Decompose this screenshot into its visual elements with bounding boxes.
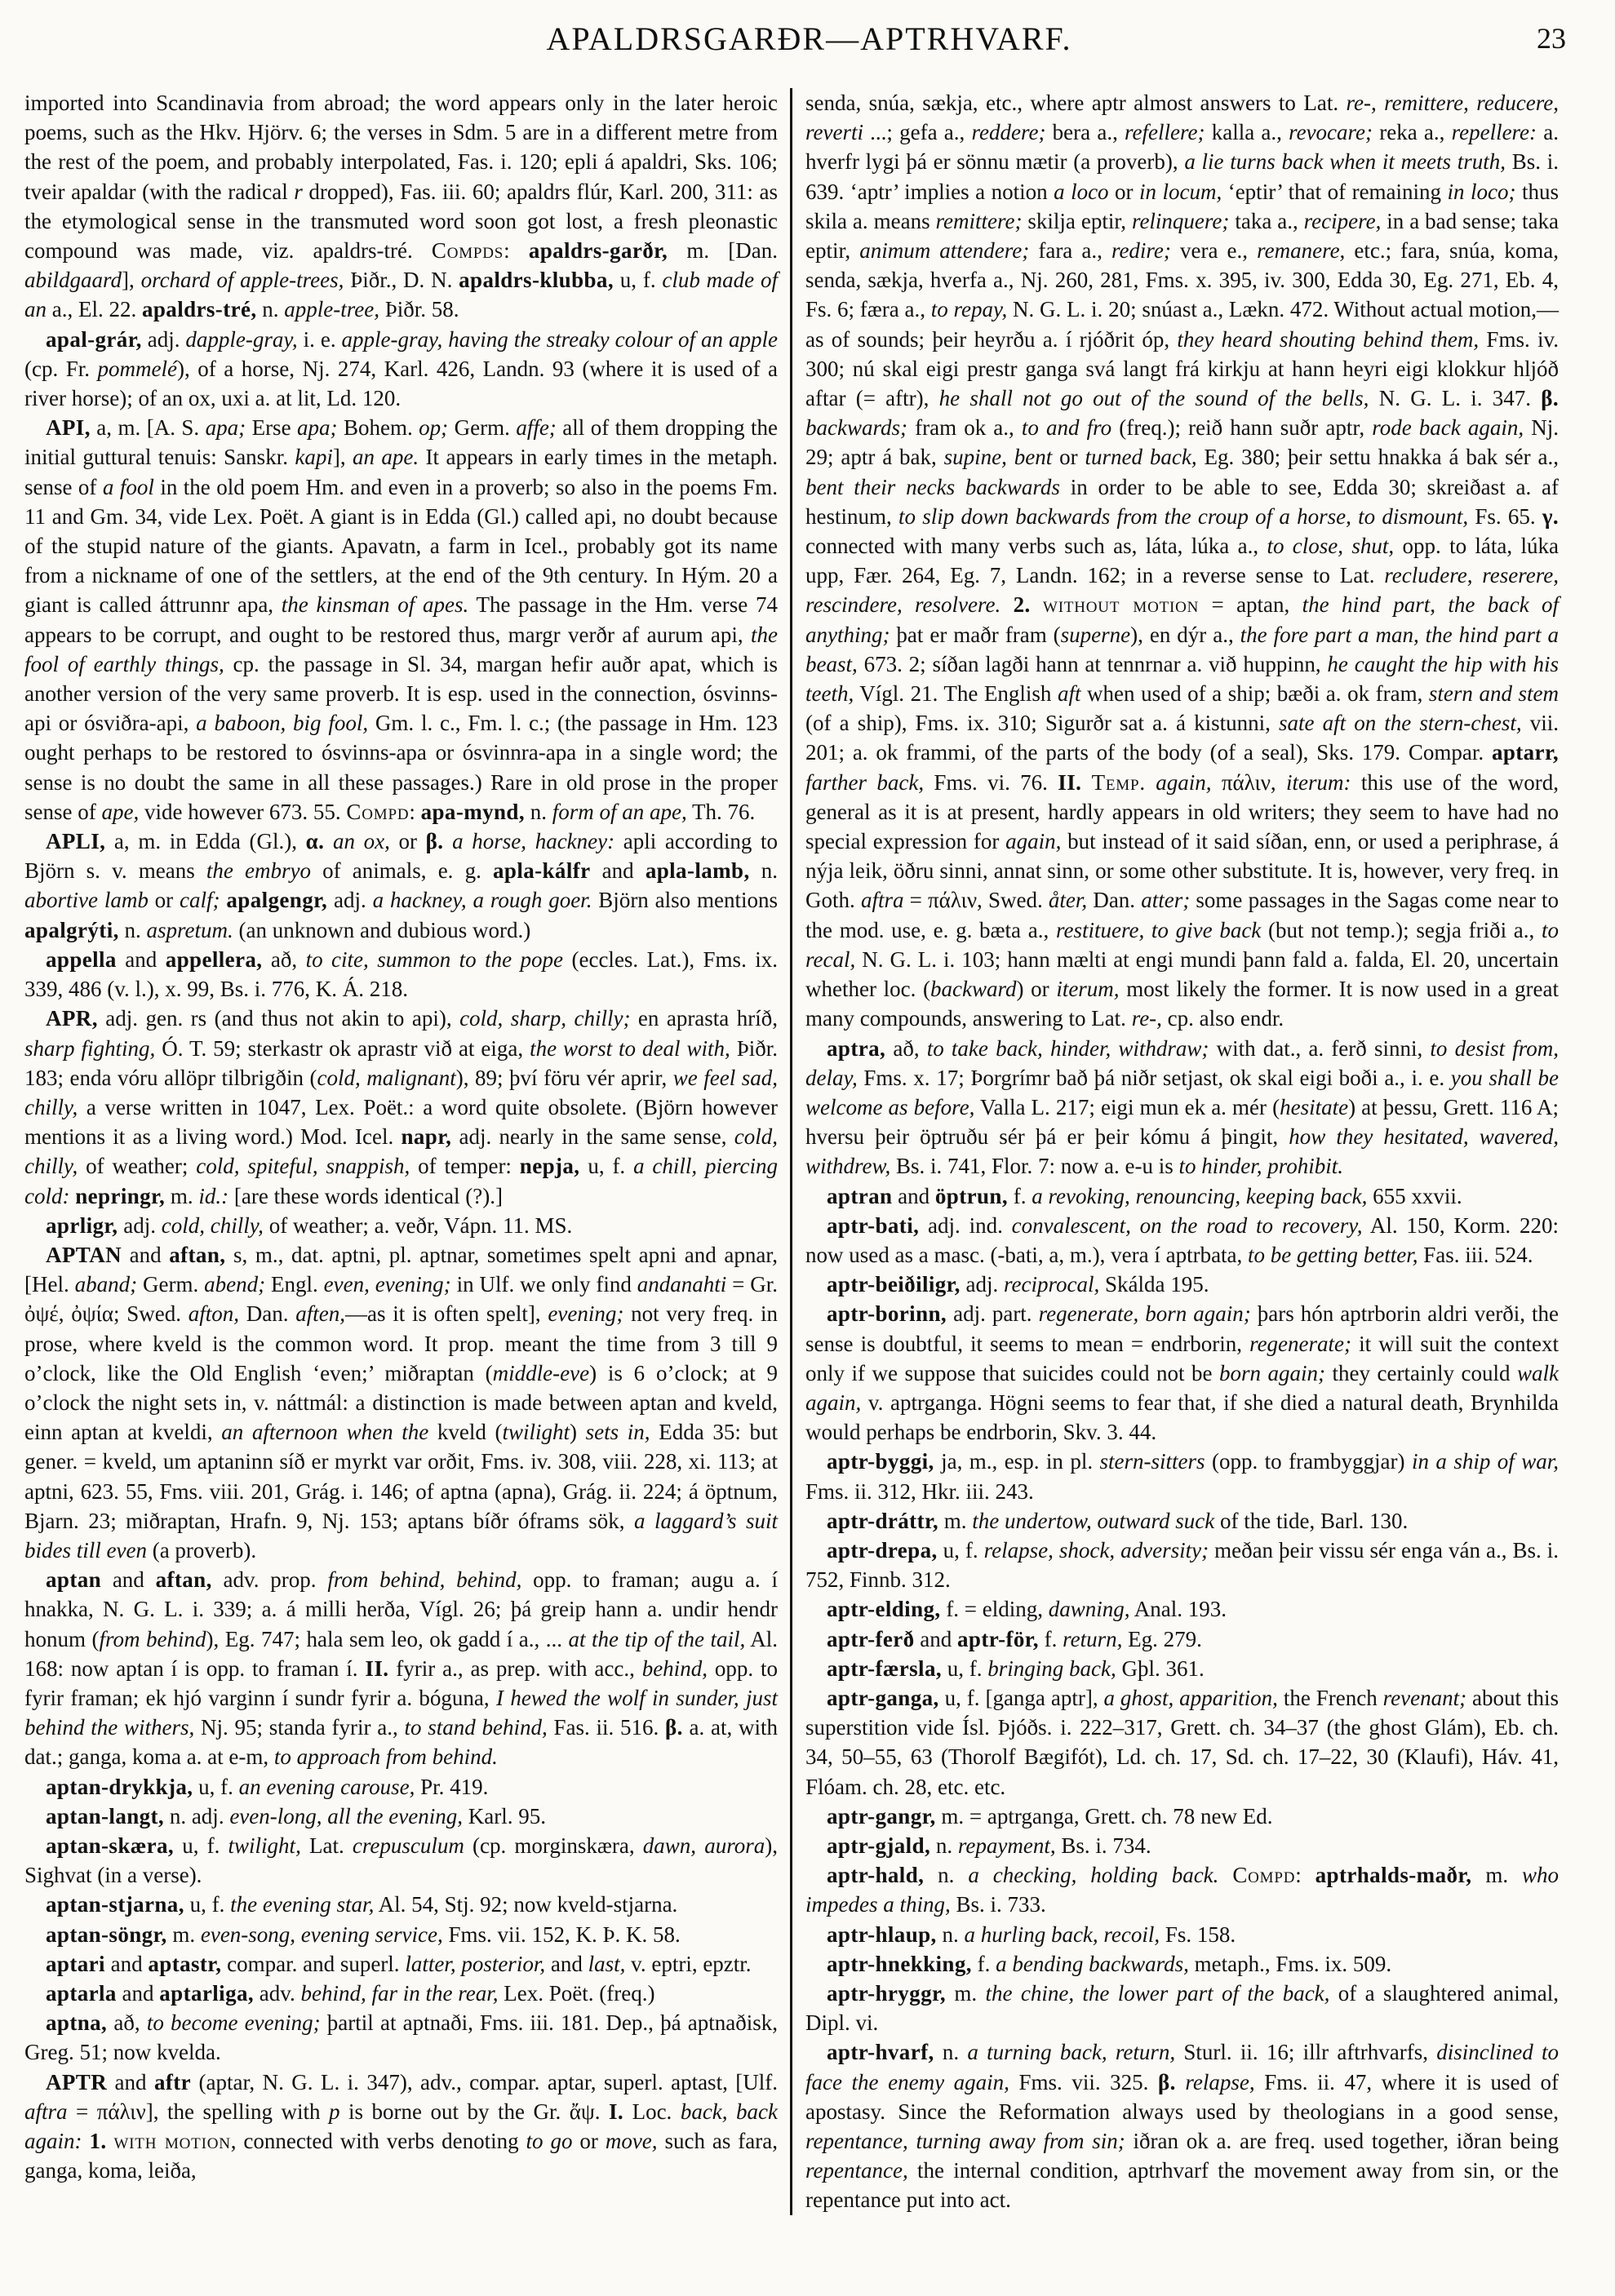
page-number: 23 — [1537, 22, 1566, 55]
dictionary-entry: aptr-byggi, ja, m., esp. in pl. stern-sitters (opp. to frambyggjar) in a ship of war, Fms. ii. 312, Hkr. iii. 243. — [805, 1449, 1559, 1504]
dictionary-entry: aptan-skæra, u, f. twilight, Lat. crepusculum (cp. morginskæra, dawn, aurora), Sighvat (in a verse). — [24, 1833, 778, 1888]
right-column — [805, 88, 1559, 2215]
dictionary-entry: aptan-söngr, m. even-song, evening service, Fms. vii. 152, K. Þ. K. 58. — [46, 1921, 681, 1947]
dictionary-entry: aptarla and aptarliga, adv. behind, far in the rear, Lex. Poët. (freq.) — [46, 1981, 655, 2006]
column-divider-rule — [790, 88, 792, 2215]
dictionary-entry: aptr-færsla, u, f. bringing back, Gþl. 361. — [827, 1656, 1205, 1681]
dictionary-entry: apal-grár, adj. dapple-gray, i. e. apple-gray, having the streaky colour of an apple (cp. Fr. pommelé), of a horse, Nj. 274, Karl. 426, Landn. 93 (where it is used of a river horse); of an ox, uxi a. at lit, Ld. 120. — [24, 326, 778, 411]
dictionary-entry: aptra, að, to take back, hinder, withdraw; with dat., a. ferð sinni, to desist from, delay, Fms. x. 17; Þorgrímr bað þá niðr setjast, ok skal eigi boði a., i. e. you shall be welcome as before, Valla L. 217; eigi mun ek a. mér (hesitate) at þessu, Grett. 116 A; hversu þeir öptruðu sér þá er þeir kómu á þingit, how they hesitated, wavered, withdrew, Bs. i. 741, Flor. 7: now a. e-u is to hinder, prohibit. — [805, 1035, 1560, 1179]
dictionary-entry: appella and appellera, að, to cite, summon to the pope (eccles. Lat.), Fms. ix. 339, 486 (v. l.), x. 99, Bs. i. 776, K. Á. 218. — [24, 946, 779, 1002]
dictionary-entry: aptr-hnekking, f. a bending backwards, metaph., Fms. ix. 509. — [827, 1951, 1392, 1976]
dictionary-entry: aptr-dráttr, m. the undertow, outward suck of the tide, Barl. 130. — [827, 1508, 1409, 1533]
dictionary-entry: aprligr, adj. cold, chilly, of weather; a. veðr, Vápn. 11. MS. — [46, 1212, 573, 1238]
dictionary-entry: aptr-hlaup, n. a hurling back, recoil, Fs. 158. — [827, 1921, 1236, 1947]
dictionary-entry: aptan-stjarna, u, f. the evening star, Al. 54, Stj. 92; now kveld-stjarna. — [46, 1892, 678, 1917]
left-column — [24, 88, 778, 2215]
dictionary-entry: aptr-hryggr, m. the chine, the lower part of the back, of a slaughtered animal, Dipl. vi. — [805, 1981, 1559, 2036]
dictionary-entry: aptr-drepa, u, f. relapse, shock, adversity; meðan þeir vissu sér enga ván a., Bs. i. 752, Finnb. 312. — [805, 1537, 1559, 1593]
dictionary-entry: aptr-borinn, adj. part. regenerate, born again; þars hón aptrborin aldri verði, the sense is doubtful, it seems to mean = endrborin, regenerate; it will suit the context only if we suppose that suicides could not be born again; they certainly could walk again, v. aptrganga. Högni seems to fear that, if she died a natural death, Brynhilda would perhaps be endrborin, Skv. 3. 44. — [805, 1301, 1560, 1445]
dictionary-entry: aptr-gjald, n. repayment, Bs. i. 734. — [827, 1833, 1151, 1858]
dictionary-entry: aptr-hald, n. a checking, holding back. Compd: aptrhalds-maðr, m. who impedes a thing, Bs. i. 733. — [805, 1863, 1559, 1917]
dictionary-entry: aptr-bati, adj. ind. convalescent, on the road to recovery, Al. 150, Korm. 220: now used as a masc. (-bati, a, m.), vera í aptrbata, to be getting better, Fas. iii. 524. — [805, 1212, 1559, 1267]
dictionary-entry: APLI, a, m. in Edda (Gl.), α. an ox, or β. a horse, hackney: apli according to Björn s. v. means the embryo of animals, e. g. apla-kálfr and apla-lamb, n. abortive lamb or calf; apalgengr, adj. a hackney, a rough goer. Björn also mentions apalgrýti, n. aspretum. (an unknown and dubious word.) — [24, 829, 779, 942]
dictionary-entry: API, a, m. [A. S. apa; Erse apa; Bohem. op; Germ. affe; all of them dropping the initial guttural tenuis: Sanskr. kapi], an ape. It appears in early times in the metaph. sense of a fool in the old poem Hm. and even in a proverb; so also in the poems Fm. 11 and Gm. 34, vide Lex. Poët. A giant is in Edda (Gl.) called api, no doubt because of the stupid nature of the giants. Apavatn, a farm in Icel., probably got its name from a nickname of one of the settlers, at the end of the 9th century. In Hým. 20 a giant is called áttrunnr apa, the kinsman of apes. The passage in the Hm. verse 74 appears to be corrupt, and ought to be restored thus, margr verðr af aurum api, the fool of earthly things, cp. the passage in Sl. 34, margan hefir auðr apat, which is another version of the very same proverb. It is esp. used in the connection, ósvinns-api or ósviðra-api, a baboon, big fool, Gm. l. c., Fm. l. c.; (the passage in Hm. 123 ought perhaps to be restored to ósvinns-apa or ósvinnra-apa in a single word; the sense is no doubt the same in all these passages.) Rare in old prose in the proper sense of ape, vide however 673. 55. Compd: apa-mynd, n. form of an ape, Th. 76. — [24, 415, 779, 824]
dictionary-entry: aptr-beiðiligr, adj. reciprocal, Skálda 195. — [827, 1272, 1209, 1297]
dictionary-entry: APTAN and aftan, s, m., dat. aptni, pl. aptnar, sometimes spelt apni and apnar, [Hel. aband; Germ. abend; Engl. even, evening; in Ulf. we only find andanahti = Gr. ὀψέ, ὀψία; Swed. afton, Dan. aften,—as it is often spelt], evening; not very freq. in prose, where kveld is the common word. It prop. meant the time from 3 till 9 o’clock, like the Old English ‘even;’ miðraptan (middle-eve) is 6 o’clock; at 9 o’clock the night sets in, v. náttmál: a distinction is made between aptan and kveld, einn aptan at kveldi, an afternoon when the kveld (twilight) sets in, Edda 35: but gener. = kveld, um aptaninn síð er myrkt var orðit, Fms. iv. 308, viii. 228, xi. 113; at aptni, 623. 55, Fms. viii. 201, Grág. i. 146; of aptna (apna), Grág. ii. 224; á öptnum, Bjarn. 23; miðraptan, Hrafn. 9, Nj. 153; aptans bíðr óframs sök, a laggard’s suit bides till even (a proverb). — [24, 1242, 779, 1562]
running-head — [24, 13, 1594, 77]
dictionary-entry: APR, adj. gen. rs (and thus not akin to api), cold, sharp, chilly; en aprasta hríð, sharp fighting, Ó. T. 59; sterkastr ok aprastr við at eiga, the worst to deal with, Þiðr. 183; enda vóru allöpr tilbrigðin (cold, malignant), 89; því föru vér aprir, we feel sad, chilly, a verse written in 1047, Lex. Poët.: a word quite obsolete. (Björn however mentions it as a living word.) Mod. Icel. napr, adj. nearly in the same sense, cold, chilly, of weather; cold, spiteful, snappish, of temper: nepja, u, f. a chill, piercing cold: nepringr, m. id.: [are these words identical (?).] — [24, 1006, 779, 1208]
dictionary-entry: aptr-gangr, m. = aptrganga, Grett. ch. 78 new Ed. — [827, 1803, 1273, 1828]
dictionary-entry: aptran and öptrun, f. a revoking, renouncing, keeping back, 655 xxvii. — [827, 1183, 1462, 1208]
dictionary-entry: imported into Scandinavia from abroad; the word appears only in the later heroic poems, such as the Hkv. Hjörv. 6; the verses in Sdm. 5 are in a different metre from the rest of the poem, and probably interpolated, Fas. i. 120; epli á apaldri, Sks. 106; tveir apaldar (with the radical r dropped), Fas. iii. 60; apaldrs flúr, Karl. 200, 311: as the etymological sense in the transmuted word soon got lost, a fresh pleonastic compound was made, viz. apaldrs-tré. Compds: apaldrs-garðr, m. [Dan. abildgaard], orchard of apple-trees, Þiðr., D. N. apaldrs-klubba, u, f. club made of an a., El. 22. apaldrs-tré, n. apple-tree, Þiðr. 58. — [24, 91, 778, 322]
dictionary-entry: APTR and aftr (aptar, N. G. L. i. 347), adv., compar. aptar, superl. aptast, [Ulf. aftra = πάλιν], the spelling with p is borne out by the Gr. ἄψ. I. Loc. back, back again: 1. with motion, connected with verbs denoting to go or move, such as fara, ganga, koma, leiða, — [24, 2069, 779, 2183]
dictionary-entry: aptna, að, to become evening; þartil at aptnaði, Fms. iii. 181. Dep., þá aptnaðisk, Greg. 51; now kvelda. — [24, 2010, 778, 2065]
dictionary-entry: aptr-ferð and aptr-för, f. return, Eg. 279. — [827, 1626, 1202, 1651]
dictionary-entry: aptan-drykkja, u, f. an evening carouse, Pr. 419. — [46, 1774, 489, 1799]
page-title: APALDRSGARÐR—APTRHVARF. — [546, 20, 1072, 57]
dictionary-entry: aptan and aftan, adv. prop. from behind, behind, opp. to framan; augu a. í hnakka, N. G. L. i. 339; a. á milli herða, Vígl. 26; þá greip hann a. undir hendr honum (from behind), Eg. 747; hala sem leo, ok gadd í a., ... at the tip of the tail, Al. 168: now aptan í is opp. to framan í. II. fyrir a., as prep. with acc., behind, opp. to fyrir framan; ek hjó varginn í sundr fyrir a. bóguna, I hewed the wolf in sunder, just behind the withers, Nj. 95; standa fyrir a., to stand behind, Fas. ii. 516. β. a. at, with dat.; ganga, koma a. at e-m, to approach from behind. — [24, 1567, 779, 1770]
dictionary-entry: aptr-ganga, u, f. [ganga aptr], a ghost, apparition, the French revenant; about this superstition vide Ísl. Þjóðs. i. 222–317, Grett. ch. 34–37 (the ghost Glám), Eb. ch. 34, 50–55, 63 (Thorolf Bægifót), Ld. ch. 17, Sd. ch. 17–22, 30 (Klaufi), Háv. 41, Flóam. ch. 28, etc. etc. — [805, 1685, 1559, 1799]
dictionary-entry: aptr-hvarf, n. a turning back, return, Sturl. ii. 16; illr aftrhvarfs, disinclined to face the enemy again, Fms. vii. 325. β. relapse, Fms. ii. 47, where it is used of apostasy. Since the Reformation always used by theologians in a good sense, repentance, turning away from sin; iðran ok a. are freq. used together, iðran being repentance, the internal condition, aptrhvarf the movement away from sin, or the repentance put into act. — [805, 2040, 1560, 2213]
dictionary-entry: aptr-elding, f. = elding, dawning, Anal. 193. — [827, 1597, 1227, 1622]
dictionary-entry: aptan-langt, n. adj. even-long, all the evening, Karl. 95. — [46, 1803, 546, 1828]
dictionary-entry: aptari and aptastr, compar. and superl. latter, posterior, and last, v. eptri, epztr. — [46, 1951, 752, 1976]
dictionary-entry: senda, snúa, sækja, etc., where aptr almost answers to Lat. re-, remittere, reducere, reverti ...; gefa a., reddere; bera a., refellere; kalla a., revocare; reka a., repellere: a. hverfr lygi þá er sönnu mætir (a proverb), a lie turns back when it meets truth, Bs. i. 639. ‘aptr’ implies a notion a loco or in locum, ‘eptir’ that of remaining in loco; thus skila a. means remittere; skilja eptir, relinquere; taka a., recipere, in a bad sense; taka eptir, animum attendere; fara a., redire; vera e., remanere, etc.; fara, snúa, koma, senda, sækja, hverfa a., Nj. 260, 281, Fms. x. 395, iv. 300, Edda 30, Eg. 271, Eb. 4, Fs. 6; færa a., to repay, N. G. L. i. 20; snúast a., Lækn. 472. Without actual motion,—as of sounds; þeir heyrðu a. í rjóðrit óp, they heard shouting behind them, Fms. iv. 300; nú skal eigi prestr ganga svá langt frá kirkju at hann heyri eigi klokkur hljóð aftar (= aftr), he shall not go out of the sound of the bells, N. G. L. i. 347. β. backwards; fram ok a., to and fro (freq.); reið hann suðr aptr, rode back again, Nj. 29; aptr á bak, supine, bent or turned back, Eg. 380; þeir settu hnakka á bak sér a., bent their necks backwards in order to be able to see, Edda 30; skreiðast a. af hestinum, to slip down backwards from the croup of a horse, to dismount, Fs. 65. γ. connected with many verbs such as, láta, lúka a., to close, shut, opp. to láta, lúka upp, Fær. 264, Eg. 7, Landn. 162; in a reverse sense to Lat. recludere, reserere, rescindere, resolvere. 2. without motion = aptan, the hind part, the back of anything; þat er maðr fram (superne), en dýr a., the fore part a man, the hind part a beast, 673. 2; síðan lagði hann at tennrnar a. við huppinn, he caught the hip with his teeth, Vígl. 21. The English aft when used of a ship; bæði a. ok fram, stern and stem (of a ship), Fms. ix. 310; Sigurðr sat a. á kistunni, sate aft on the stern-chest, vii. 201; a. ok frammi, of the parts of the body (of a seal), Sks. 179. Compar. aptarr, farther back, Fms. vi. 76. II. Temp. again, πάλιν, iterum: this use of the word, general as it is at present, hardly appears in old writers; they seem to have had no special expression for again, but instead of it said síðan, enn, or used a periphrase, á nýja leik, öðru sinni, annat sinn, or some other substitute. It is, however, very freq. in Goth. aftra = πάλιν, Swed. åter, Dan. atter; some passages in the Sagas come near to the mod. use, e. g. bæta a., restituere, to give back (but not temp.); segja friði a., to recal, N. G. L. i. 103; hann mælti at engi mundi þann fald a. falda, El. 20, uncertain whether loc. (backward) or iterum, most likely the former. It is now used in a great many compounds, answering to Lat. re-, cp. also endr. — [805, 91, 1560, 1031]
text-columns — [24, 88, 1594, 2215]
